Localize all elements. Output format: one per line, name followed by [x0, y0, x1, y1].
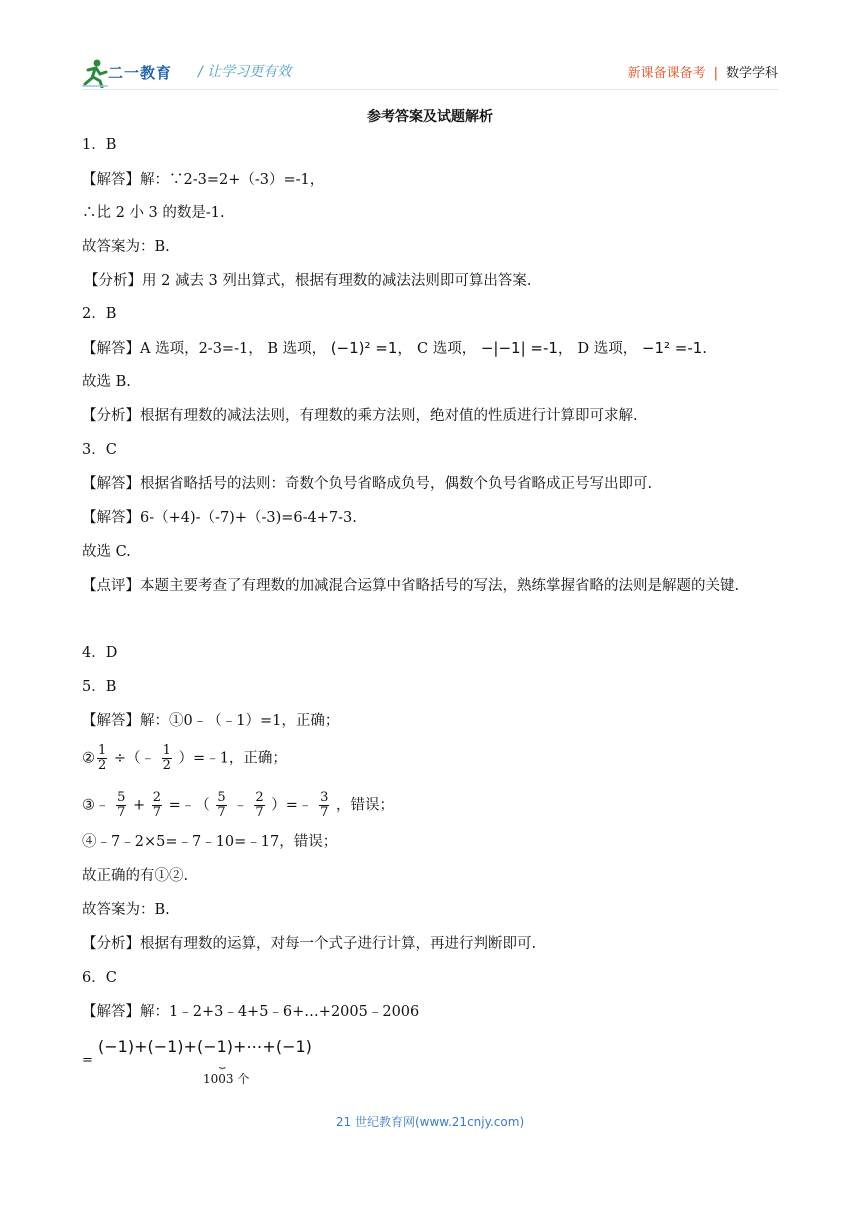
- page-title: 参考答案及试题解析: [367, 109, 493, 125]
- denominator: 7: [152, 805, 162, 820]
- solution-line: 【解答】根据省略括号的法则：奇数个负号省略成负号，偶数个负号省略成正号写出即可.: [82, 476, 653, 492]
- solution-line: ④﹣7﹣2×5=﹣7﹣10=﹣17，错误；: [82, 834, 338, 850]
- analysis-line: 【分析】用 2 减去 3 列出算式，根据有理数的减法法则即可算出答案.: [84, 273, 532, 289]
- underbrace: ⏟: [219, 1056, 226, 1069]
- answer-heading: 6．C: [82, 970, 117, 986]
- numerator: 2: [255, 790, 264, 805]
- page-header: [82, 56, 778, 88]
- denominator: 2: [162, 758, 171, 773]
- text-segment: ）=﹣1，正确；: [173, 750, 287, 767]
- analysis-line: 【分析】根据有理数的运算，对每一个式子进行计算，再进行判断即可.: [82, 936, 537, 952]
- solution-line: 【解答】解：∵2-3=2+（-3）=-1，: [82, 172, 325, 188]
- solution-line: 故正确的有①②.: [82, 868, 189, 884]
- fraction: [162, 744, 172, 773]
- denominator: 7: [320, 805, 329, 820]
- denominator: 2: [98, 758, 107, 773]
- numerator: 2: [152, 790, 162, 805]
- solution-line: 故答案为：B.: [82, 902, 170, 918]
- runner-icon: [82, 58, 108, 88]
- numerator: 5: [217, 790, 226, 805]
- solution-line: ∴比 2 小 3 的数是-1.: [82, 205, 225, 221]
- fraction: [254, 791, 264, 820]
- answer-heading: 2．B: [82, 306, 117, 322]
- solution-line: 【解答】6-（+4)-（-7)+（-3)=6-4+7-3.: [82, 510, 357, 526]
- fraction: [319, 791, 329, 820]
- underbrace-label: 1003 个: [203, 1072, 250, 1086]
- page-footer: 21 世纪教育网(www.21cnjy.com): [335, 1115, 525, 1129]
- math-expression: −|−1| =-1，: [480, 339, 573, 357]
- equals-sign: =: [82, 1053, 93, 1068]
- solution-line: [82, 791, 394, 820]
- solution-line: [82, 338, 707, 359]
- answer-heading: 1．B: [82, 137, 117, 153]
- solution-line: 故答案为：B.: [82, 239, 170, 255]
- text-segment: ，错误；: [331, 797, 394, 814]
- numerator: 5: [117, 790, 126, 805]
- solution-line: 【解答】解：①0﹣（﹣1）=1，正确；: [82, 713, 340, 729]
- fraction: [152, 791, 162, 820]
- text-segment: ﹣: [228, 797, 253, 814]
- numerator: 3: [320, 790, 329, 805]
- denominator: 7: [117, 805, 126, 820]
- answer-heading: 5．B: [82, 679, 117, 695]
- brand-label: 新课备课备考: [627, 66, 706, 81]
- slogan: / 让学习更有效: [198, 64, 292, 80]
- text-segment: 【解答】A 选项，2-3=-1， B 选项，: [82, 341, 327, 357]
- text-segment: ÷（﹣: [109, 750, 160, 767]
- denominator: 7: [255, 805, 264, 820]
- solution-line: 故选 C.: [82, 544, 131, 560]
- fraction: [97, 744, 107, 773]
- denominator: 7: [217, 805, 226, 820]
- comment-paragraph: 【点评】本题主要考查了有理数的加减混合运算中省略括号的写法，熟练掌握省略的法则是解题的关键.: [82, 578, 740, 594]
- text-segment: ）=﹣: [266, 797, 318, 814]
- answer-heading: 4．D: [82, 645, 118, 661]
- text-segment: D 选项，: [577, 341, 638, 357]
- solution-line: 【解答】解：1﹣2+3﹣4+5﹣6+…+2005﹣2006: [82, 1004, 420, 1020]
- header-divider: [82, 89, 778, 90]
- solution-line: [82, 744, 287, 773]
- subject-label: 数学学科: [725, 66, 778, 81]
- header-right: [628, 62, 778, 81]
- math-expression: (−1)² =1，: [330, 339, 413, 357]
- math-expression: (−1)+(−1)+(−1)+⋯+(−1): [98, 1037, 312, 1056]
- text-segment: +: [128, 797, 150, 814]
- fraction: [216, 791, 226, 820]
- math-expression: −1² =-1.: [641, 339, 708, 357]
- header-separator: |: [713, 66, 718, 81]
- answer-heading: 3．C: [82, 442, 117, 458]
- text-segment: ②: [82, 750, 95, 767]
- logo: [82, 58, 194, 88]
- numerator: 1: [98, 743, 107, 758]
- text-segment: =﹣（: [164, 797, 215, 814]
- text-segment: C 选项，: [417, 341, 477, 357]
- text-segment: ③﹣: [82, 797, 115, 814]
- fraction: [116, 791, 126, 820]
- numerator: 1: [162, 743, 171, 758]
- logo-text: 二一教育: [108, 64, 173, 82]
- solution-line: 故选 B.: [82, 374, 131, 390]
- analysis-line: 【分析】根据有理数的减法法则，有理数的乘方法则，绝对值的性质进行计算即可求解.: [82, 408, 638, 424]
